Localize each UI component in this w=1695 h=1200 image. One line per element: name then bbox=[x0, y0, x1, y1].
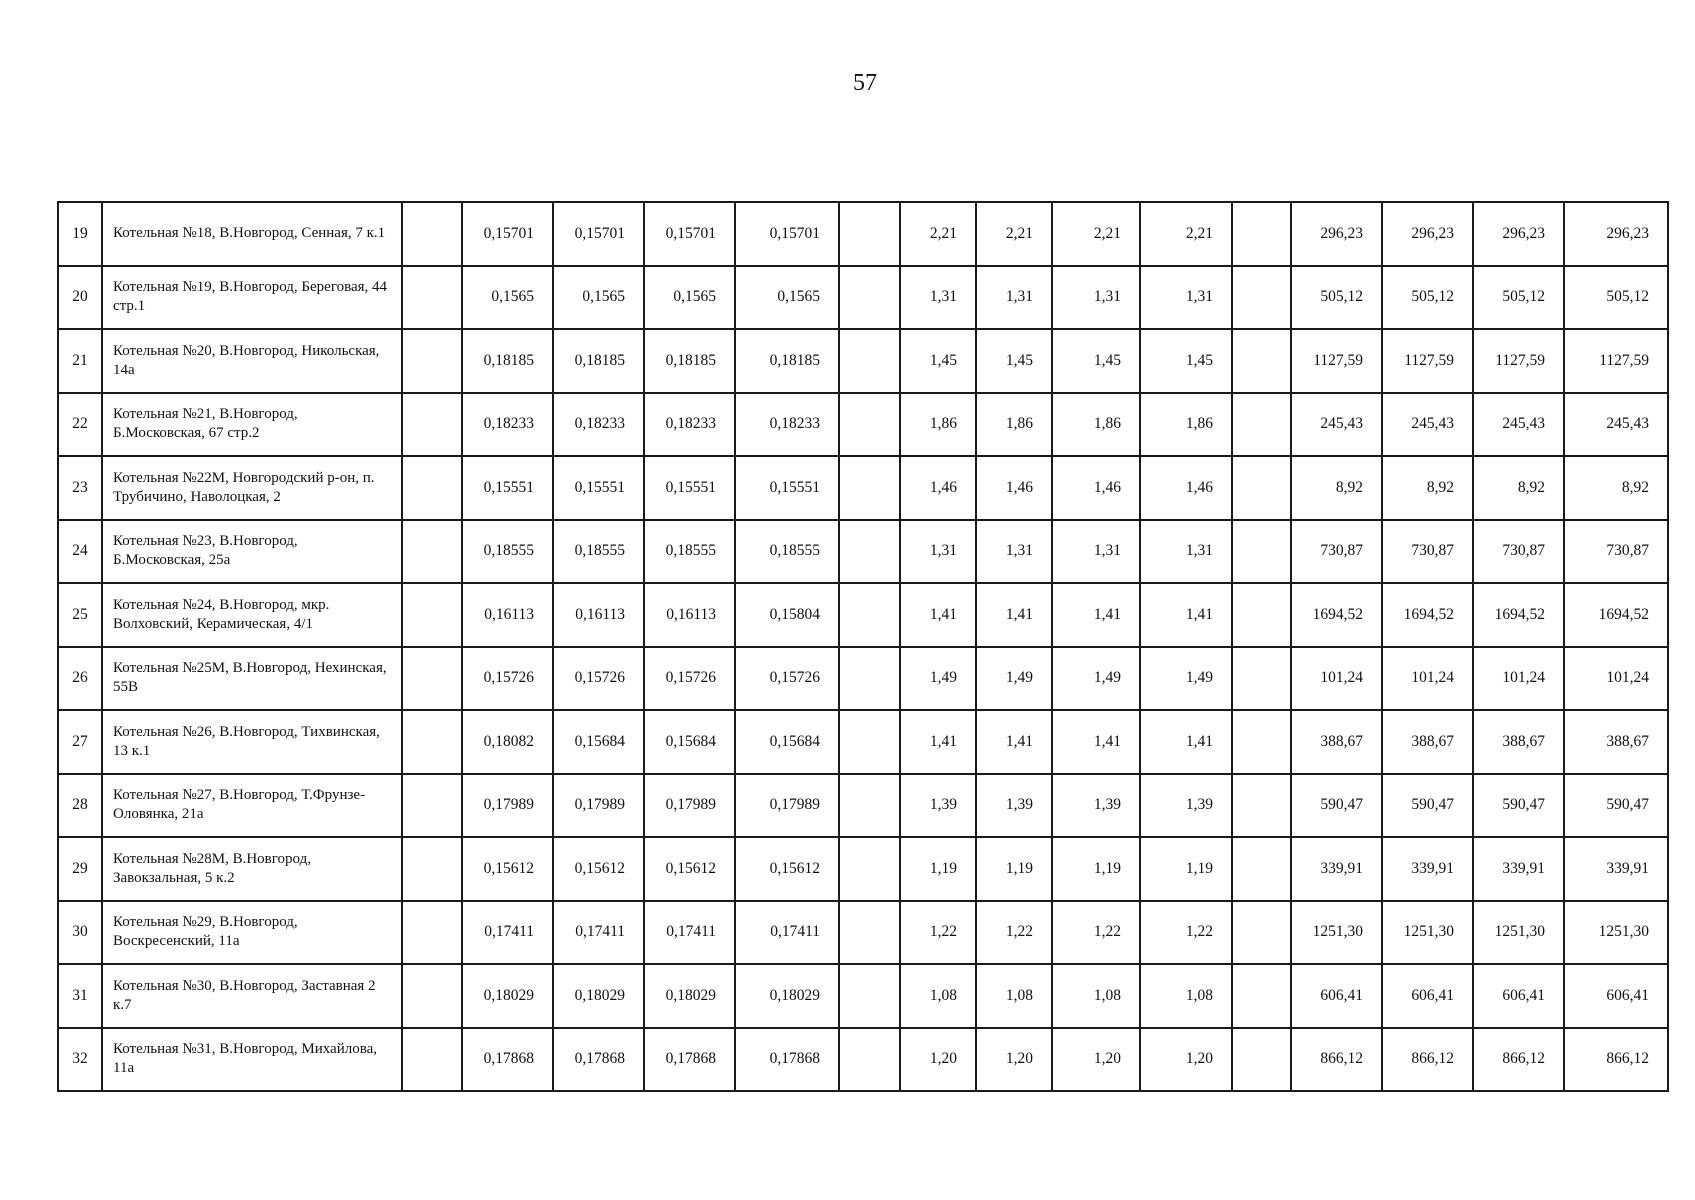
amount-value-cell: 866,12 bbox=[1382, 1028, 1473, 1092]
rate-value-cell: 0,15551 bbox=[735, 456, 839, 520]
empty-cell bbox=[1232, 964, 1291, 1028]
amount-value-cell: 1694,52 bbox=[1564, 583, 1668, 647]
coefficient-value-cell: 1,41 bbox=[900, 710, 976, 774]
amount-value-cell: 296,23 bbox=[1564, 202, 1668, 266]
coefficient-value-cell: 1,31 bbox=[976, 520, 1052, 584]
coefficient-value-cell: 1,31 bbox=[1052, 266, 1140, 330]
coefficient-value-cell: 1,86 bbox=[900, 393, 976, 457]
amount-value-cell: 606,41 bbox=[1564, 964, 1668, 1028]
coefficient-value-cell: 1,20 bbox=[900, 1028, 976, 1092]
coefficient-value-cell: 1,39 bbox=[1052, 774, 1140, 838]
row-number-cell: 19 bbox=[58, 202, 102, 266]
amount-value-cell: 8,92 bbox=[1382, 456, 1473, 520]
amount-value-cell: 388,67 bbox=[1473, 710, 1564, 774]
row-number-cell: 27 bbox=[58, 710, 102, 774]
amount-value-cell: 388,67 bbox=[1564, 710, 1668, 774]
empty-cell bbox=[839, 329, 900, 393]
amount-value-cell: 8,92 bbox=[1473, 456, 1564, 520]
empty-cell bbox=[839, 583, 900, 647]
empty-cell bbox=[1232, 647, 1291, 711]
coefficient-value-cell: 1,45 bbox=[976, 329, 1052, 393]
boiler-name-cell: Котельная №26, В.Новгород, Тихвинская, 13 к.1 bbox=[102, 710, 402, 774]
rate-value-cell: 0,15804 bbox=[735, 583, 839, 647]
empty-cell bbox=[402, 456, 462, 520]
table-row bbox=[58, 710, 1668, 774]
boiler-name-cell: Котельная №18, В.Новгород, Сенная, 7 к.1 bbox=[102, 202, 402, 266]
empty-cell bbox=[1232, 837, 1291, 901]
empty-cell bbox=[402, 583, 462, 647]
empty-cell bbox=[1232, 266, 1291, 330]
empty-cell bbox=[839, 456, 900, 520]
rate-value-cell: 0,17411 bbox=[462, 901, 553, 965]
empty-cell bbox=[1232, 710, 1291, 774]
rate-value-cell: 0,1565 bbox=[644, 266, 735, 330]
amount-value-cell: 339,91 bbox=[1382, 837, 1473, 901]
table-row bbox=[58, 964, 1668, 1028]
table-row bbox=[58, 520, 1668, 584]
coefficient-value-cell: 1,46 bbox=[1052, 456, 1140, 520]
coefficient-value-cell: 1,19 bbox=[900, 837, 976, 901]
amount-value-cell: 590,47 bbox=[1473, 774, 1564, 838]
rate-value-cell: 0,18185 bbox=[735, 329, 839, 393]
rate-value-cell: 0,18082 bbox=[462, 710, 553, 774]
amount-value-cell: 245,43 bbox=[1382, 393, 1473, 457]
rate-value-cell: 0,18029 bbox=[644, 964, 735, 1028]
row-number-cell: 22 bbox=[58, 393, 102, 457]
rate-value-cell: 0,15701 bbox=[735, 202, 839, 266]
coefficient-value-cell: 1,45 bbox=[900, 329, 976, 393]
coefficient-value-cell: 1,49 bbox=[900, 647, 976, 711]
row-number-cell: 32 bbox=[58, 1028, 102, 1092]
empty-cell bbox=[402, 964, 462, 1028]
coefficient-value-cell: 2,21 bbox=[976, 202, 1052, 266]
coefficient-value-cell: 1,22 bbox=[1052, 901, 1140, 965]
amount-value-cell: 505,12 bbox=[1291, 266, 1382, 330]
amount-value-cell: 730,87 bbox=[1382, 520, 1473, 584]
coefficient-value-cell: 2,21 bbox=[1052, 202, 1140, 266]
coefficient-value-cell: 1,31 bbox=[900, 520, 976, 584]
coefficient-value-cell: 1,08 bbox=[976, 964, 1052, 1028]
rate-value-cell: 0,18233 bbox=[553, 393, 644, 457]
boiler-name-cell: Котельная №27, В.Новгород, Т.Фрунзе-Оловянка, 21а bbox=[102, 774, 402, 838]
amount-value-cell: 1127,59 bbox=[1564, 329, 1668, 393]
rate-value-cell: 0,1565 bbox=[735, 266, 839, 330]
amount-value-cell: 866,12 bbox=[1291, 1028, 1382, 1092]
rate-value-cell: 0,17868 bbox=[735, 1028, 839, 1092]
coefficient-value-cell: 1,08 bbox=[1140, 964, 1232, 1028]
empty-cell bbox=[1232, 456, 1291, 520]
rate-value-cell: 0,15701 bbox=[462, 202, 553, 266]
amount-value-cell: 730,87 bbox=[1291, 520, 1382, 584]
rate-value-cell: 0,15684 bbox=[644, 710, 735, 774]
empty-cell bbox=[1232, 583, 1291, 647]
rate-value-cell: 0,15726 bbox=[553, 647, 644, 711]
amount-value-cell: 1127,59 bbox=[1382, 329, 1473, 393]
amount-value-cell: 1694,52 bbox=[1473, 583, 1564, 647]
empty-cell bbox=[402, 393, 462, 457]
coefficient-value-cell: 1,49 bbox=[1052, 647, 1140, 711]
amount-value-cell: 245,43 bbox=[1473, 393, 1564, 457]
coefficient-value-cell: 1,46 bbox=[976, 456, 1052, 520]
rate-value-cell: 0,15551 bbox=[553, 456, 644, 520]
coefficient-value-cell: 1,39 bbox=[900, 774, 976, 838]
empty-cell bbox=[839, 837, 900, 901]
empty-cell bbox=[839, 901, 900, 965]
amount-value-cell: 245,43 bbox=[1291, 393, 1382, 457]
row-number-cell: 30 bbox=[58, 901, 102, 965]
amount-value-cell: 590,47 bbox=[1564, 774, 1668, 838]
amount-value-cell: 505,12 bbox=[1564, 266, 1668, 330]
coefficient-value-cell: 1,22 bbox=[1140, 901, 1232, 965]
amount-value-cell: 730,87 bbox=[1564, 520, 1668, 584]
rate-value-cell: 0,17989 bbox=[644, 774, 735, 838]
rate-value-cell: 0,17868 bbox=[644, 1028, 735, 1092]
rate-value-cell: 0,15612 bbox=[735, 837, 839, 901]
empty-cell bbox=[1232, 329, 1291, 393]
coefficient-value-cell: 1,31 bbox=[976, 266, 1052, 330]
coefficient-value-cell: 1,41 bbox=[1052, 710, 1140, 774]
amount-value-cell: 505,12 bbox=[1382, 266, 1473, 330]
coefficient-value-cell: 1,41 bbox=[976, 710, 1052, 774]
rate-value-cell: 0,18185 bbox=[644, 329, 735, 393]
coefficient-value-cell: 1,20 bbox=[1140, 1028, 1232, 1092]
amount-value-cell: 296,23 bbox=[1382, 202, 1473, 266]
coefficient-value-cell: 1,08 bbox=[900, 964, 976, 1028]
amount-value-cell: 8,92 bbox=[1291, 456, 1382, 520]
empty-cell bbox=[1232, 520, 1291, 584]
amount-value-cell: 866,12 bbox=[1473, 1028, 1564, 1092]
empty-cell bbox=[402, 1028, 462, 1092]
rate-value-cell: 0,17868 bbox=[462, 1028, 553, 1092]
rate-value-cell: 0,16113 bbox=[553, 583, 644, 647]
rate-value-cell: 0,18029 bbox=[553, 964, 644, 1028]
coefficient-value-cell: 1,19 bbox=[1052, 837, 1140, 901]
coefficient-value-cell: 1,31 bbox=[1140, 266, 1232, 330]
rate-value-cell: 0,18555 bbox=[735, 520, 839, 584]
coefficient-value-cell: 1,31 bbox=[1052, 520, 1140, 584]
coefficient-value-cell: 2,21 bbox=[1140, 202, 1232, 266]
amount-value-cell: 1251,30 bbox=[1473, 901, 1564, 965]
rate-value-cell: 0,18233 bbox=[462, 393, 553, 457]
table-row bbox=[58, 774, 1668, 838]
empty-cell bbox=[1232, 393, 1291, 457]
row-number-cell: 21 bbox=[58, 329, 102, 393]
rate-value-cell: 0,1565 bbox=[462, 266, 553, 330]
rate-value-cell: 0,15612 bbox=[553, 837, 644, 901]
amount-value-cell: 730,87 bbox=[1473, 520, 1564, 584]
rate-value-cell: 0,17411 bbox=[735, 901, 839, 965]
row-number-cell: 26 bbox=[58, 647, 102, 711]
rate-value-cell: 0,15612 bbox=[462, 837, 553, 901]
coefficient-value-cell: 1,19 bbox=[1140, 837, 1232, 901]
amount-value-cell: 388,67 bbox=[1291, 710, 1382, 774]
table-row bbox=[58, 266, 1668, 330]
amount-value-cell: 101,24 bbox=[1291, 647, 1382, 711]
coefficient-value-cell: 1,45 bbox=[1052, 329, 1140, 393]
page-number: 57 bbox=[853, 70, 877, 96]
empty-cell bbox=[839, 647, 900, 711]
amount-value-cell: 590,47 bbox=[1382, 774, 1473, 838]
coefficient-value-cell: 1,19 bbox=[976, 837, 1052, 901]
empty-cell bbox=[839, 964, 900, 1028]
rate-value-cell: 0,18555 bbox=[462, 520, 553, 584]
coefficient-value-cell: 1,20 bbox=[976, 1028, 1052, 1092]
amount-value-cell: 1694,52 bbox=[1291, 583, 1382, 647]
coefficient-value-cell: 1,46 bbox=[1140, 456, 1232, 520]
boiler-name-cell: Котельная №28М, В.Новгород, Завокзальная, 5 к.2 bbox=[102, 837, 402, 901]
empty-cell bbox=[839, 393, 900, 457]
amount-value-cell: 866,12 bbox=[1564, 1028, 1668, 1092]
rate-value-cell: 0,18555 bbox=[644, 520, 735, 584]
coefficient-value-cell: 1,49 bbox=[1140, 647, 1232, 711]
empty-cell bbox=[1232, 1028, 1291, 1092]
rate-value-cell: 0,17411 bbox=[644, 901, 735, 965]
rate-value-cell: 0,17989 bbox=[553, 774, 644, 838]
amount-value-cell: 1127,59 bbox=[1291, 329, 1382, 393]
amount-value-cell: 505,12 bbox=[1473, 266, 1564, 330]
amount-value-cell: 296,23 bbox=[1291, 202, 1382, 266]
empty-cell bbox=[402, 710, 462, 774]
row-number-cell: 31 bbox=[58, 964, 102, 1028]
coefficient-value-cell: 1,39 bbox=[1140, 774, 1232, 838]
amount-value-cell: 245,43 bbox=[1564, 393, 1668, 457]
rate-value-cell: 0,15551 bbox=[462, 456, 553, 520]
boiler-name-cell: Котельная №24, В.Новгород, мкр. Волховский, Керамическая, 4/1 bbox=[102, 583, 402, 647]
rate-value-cell: 0,1565 bbox=[553, 266, 644, 330]
amount-value-cell: 1694,52 bbox=[1382, 583, 1473, 647]
amount-value-cell: 606,41 bbox=[1382, 964, 1473, 1028]
coefficient-value-cell: 1,22 bbox=[900, 901, 976, 965]
table-row bbox=[58, 202, 1668, 266]
amount-value-cell: 1251,30 bbox=[1382, 901, 1473, 965]
rate-value-cell: 0,18233 bbox=[735, 393, 839, 457]
amount-value-cell: 1251,30 bbox=[1291, 901, 1382, 965]
empty-cell bbox=[1232, 901, 1291, 965]
empty-cell bbox=[402, 901, 462, 965]
row-number-cell: 25 bbox=[58, 583, 102, 647]
boiler-name-cell: Котельная №23, В.Новгород, Б.Московская, 25а bbox=[102, 520, 402, 584]
rate-value-cell: 0,15612 bbox=[644, 837, 735, 901]
empty-cell bbox=[839, 266, 900, 330]
amount-value-cell: 101,24 bbox=[1473, 647, 1564, 711]
empty-cell bbox=[402, 202, 462, 266]
row-number-cell: 29 bbox=[58, 837, 102, 901]
table-row bbox=[58, 393, 1668, 457]
amount-value-cell: 339,91 bbox=[1473, 837, 1564, 901]
table-row bbox=[58, 1028, 1668, 1092]
table-row bbox=[58, 647, 1668, 711]
coefficient-value-cell: 1,31 bbox=[1140, 520, 1232, 584]
coefficient-value-cell: 1,41 bbox=[1140, 710, 1232, 774]
table-row bbox=[58, 456, 1668, 520]
empty-cell bbox=[402, 329, 462, 393]
boiler-name-cell: Котельная №21, В.Новгород, Б.Московская, 67 стр.2 bbox=[102, 393, 402, 457]
coefficient-value-cell: 1,86 bbox=[1052, 393, 1140, 457]
empty-cell bbox=[1232, 774, 1291, 838]
coefficient-value-cell: 1,41 bbox=[1052, 583, 1140, 647]
boiler-name-cell: Котельная №30, В.Новгород, Заставная 2 к.7 bbox=[102, 964, 402, 1028]
amount-value-cell: 339,91 bbox=[1291, 837, 1382, 901]
rate-value-cell: 0,18233 bbox=[644, 393, 735, 457]
empty-cell bbox=[402, 647, 462, 711]
amount-value-cell: 101,24 bbox=[1382, 647, 1473, 711]
coefficient-value-cell: 1,86 bbox=[976, 393, 1052, 457]
coefficient-value-cell: 1,46 bbox=[900, 456, 976, 520]
boiler-name-cell: Котельная №19, В.Новгород, Береговая, 44 стр.1 bbox=[102, 266, 402, 330]
table-row bbox=[58, 901, 1668, 965]
rate-value-cell: 0,15684 bbox=[553, 710, 644, 774]
coefficient-value-cell: 1,41 bbox=[1140, 583, 1232, 647]
amount-value-cell: 388,67 bbox=[1382, 710, 1473, 774]
rate-value-cell: 0,17411 bbox=[553, 901, 644, 965]
empty-cell bbox=[402, 837, 462, 901]
row-number-cell: 24 bbox=[58, 520, 102, 584]
amount-value-cell: 296,23 bbox=[1473, 202, 1564, 266]
coefficient-value-cell: 1,41 bbox=[900, 583, 976, 647]
empty-cell bbox=[402, 520, 462, 584]
rate-value-cell: 0,17989 bbox=[735, 774, 839, 838]
amount-value-cell: 606,41 bbox=[1473, 964, 1564, 1028]
boiler-name-cell: Котельная №25М, В.Новгород, Нехинская, 55В bbox=[102, 647, 402, 711]
boiler-name-cell: Котельная №20, В.Новгород, Никольская, 14а bbox=[102, 329, 402, 393]
amount-value-cell: 101,24 bbox=[1564, 647, 1668, 711]
table-row bbox=[58, 837, 1668, 901]
amount-value-cell: 590,47 bbox=[1291, 774, 1382, 838]
table-body bbox=[58, 202, 1668, 1091]
empty-cell bbox=[839, 520, 900, 584]
amount-value-cell: 1127,59 bbox=[1473, 329, 1564, 393]
empty-cell bbox=[839, 1028, 900, 1092]
coefficient-value-cell: 1,45 bbox=[1140, 329, 1232, 393]
rate-value-cell: 0,15701 bbox=[553, 202, 644, 266]
empty-cell bbox=[1232, 202, 1291, 266]
boiler-name-cell: Котельная №31, В.Новгород, Михайлова, 11а bbox=[102, 1028, 402, 1092]
coefficient-value-cell: 1,08 bbox=[1052, 964, 1140, 1028]
rate-value-cell: 0,15726 bbox=[735, 647, 839, 711]
coefficient-value-cell: 2,21 bbox=[900, 202, 976, 266]
empty-cell bbox=[839, 774, 900, 838]
rate-value-cell: 0,16113 bbox=[462, 583, 553, 647]
rate-value-cell: 0,17989 bbox=[462, 774, 553, 838]
boiler-name-cell: Котельная №29, В.Новгород, Воскресенский, 11а bbox=[102, 901, 402, 965]
coefficient-value-cell: 1,20 bbox=[1052, 1028, 1140, 1092]
table-row bbox=[58, 329, 1668, 393]
table-row bbox=[58, 583, 1668, 647]
coefficient-value-cell: 1,22 bbox=[976, 901, 1052, 965]
rate-value-cell: 0,18029 bbox=[735, 964, 839, 1028]
rate-value-cell: 0,15551 bbox=[644, 456, 735, 520]
rate-value-cell: 0,18555 bbox=[553, 520, 644, 584]
row-number-cell: 20 bbox=[58, 266, 102, 330]
rate-value-cell: 0,17868 bbox=[553, 1028, 644, 1092]
empty-cell bbox=[402, 266, 462, 330]
coefficient-value-cell: 1,49 bbox=[976, 647, 1052, 711]
coefficient-value-cell: 1,41 bbox=[976, 583, 1052, 647]
rate-value-cell: 0,15726 bbox=[462, 647, 553, 711]
amount-value-cell: 8,92 bbox=[1564, 456, 1668, 520]
row-number-cell: 23 bbox=[58, 456, 102, 520]
boiler-tariff-table bbox=[57, 201, 1669, 1092]
empty-cell bbox=[839, 710, 900, 774]
amount-value-cell: 1251,30 bbox=[1564, 901, 1668, 965]
rate-value-cell: 0,18185 bbox=[462, 329, 553, 393]
empty-cell bbox=[839, 202, 900, 266]
rate-value-cell: 0,15701 bbox=[644, 202, 735, 266]
rate-value-cell: 0,15726 bbox=[644, 647, 735, 711]
row-number-cell: 28 bbox=[58, 774, 102, 838]
empty-cell bbox=[402, 774, 462, 838]
rate-value-cell: 0,15684 bbox=[735, 710, 839, 774]
coefficient-value-cell: 1,39 bbox=[976, 774, 1052, 838]
coefficient-value-cell: 1,31 bbox=[900, 266, 976, 330]
rate-value-cell: 0,18185 bbox=[553, 329, 644, 393]
rate-value-cell: 0,16113 bbox=[644, 583, 735, 647]
amount-value-cell: 606,41 bbox=[1291, 964, 1382, 1028]
amount-value-cell: 339,91 bbox=[1564, 837, 1668, 901]
rate-value-cell: 0,18029 bbox=[462, 964, 553, 1028]
boiler-name-cell: Котельная №22М, Новгородский р-он, п. Трубичино, Наволоцкая, 2 bbox=[102, 456, 402, 520]
coefficient-value-cell: 1,86 bbox=[1140, 393, 1232, 457]
